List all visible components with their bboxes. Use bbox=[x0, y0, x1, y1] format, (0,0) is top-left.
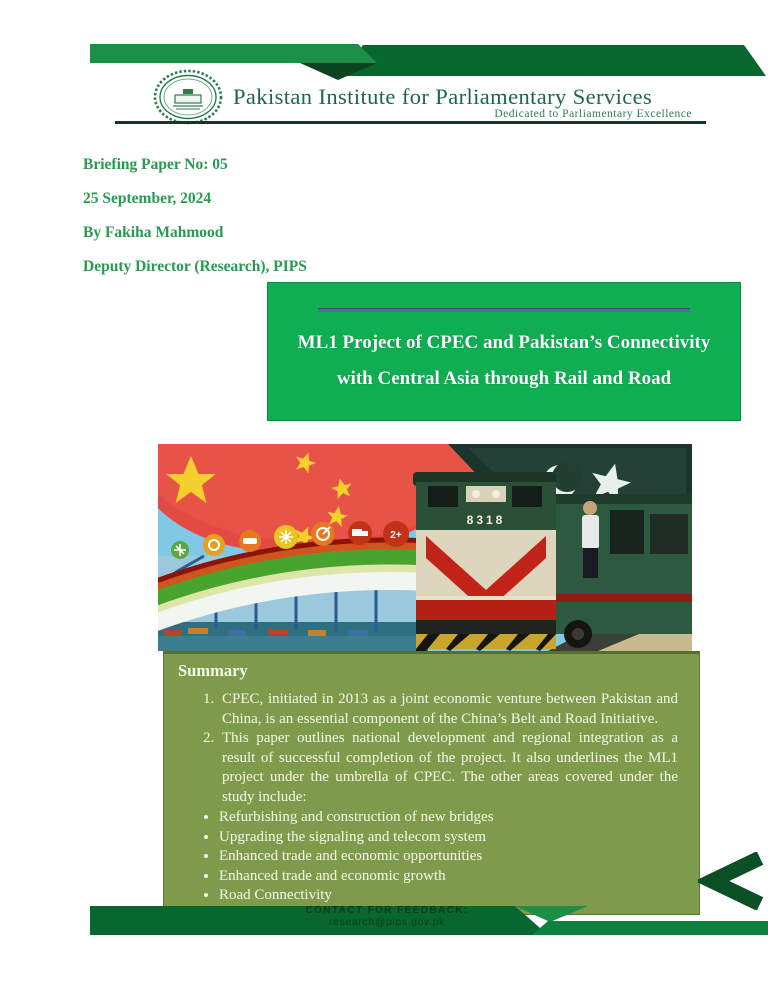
header-ribbon bbox=[0, 0, 768, 90]
paper-author: By Fakiha Mahmood bbox=[83, 224, 224, 241]
pips-logo-emblem bbox=[142, 68, 234, 126]
summary-bullet-item: • Upgrading the signaling and telecom system bbox=[219, 828, 678, 848]
paper-title bbox=[268, 325, 740, 397]
org-tagline: Dedicated to Parliamentary Excellence bbox=[494, 108, 692, 120]
paper-date: 25 September, 2024 bbox=[83, 190, 212, 207]
footer-contact-label: CONTACT FOR FEEDBACK: bbox=[305, 905, 469, 916]
summary-numbered-list bbox=[200, 690, 678, 807]
hero-illustration bbox=[158, 444, 692, 651]
paper-meta bbox=[83, 150, 503, 286]
title-banner bbox=[267, 282, 741, 421]
summary-box bbox=[163, 651, 700, 915]
train-number: 8318 bbox=[466, 513, 506, 527]
hazard-stripes bbox=[416, 634, 556, 651]
footer-email: research@pips.gov.pk bbox=[329, 916, 445, 928]
people-badge: 2+ bbox=[390, 530, 402, 541]
summary-bullet-item: • Enhanced trade and economic opportunities bbox=[219, 847, 678, 867]
summary-numbered-item: 1. CPEC, initiated in 2013 as a joint economic venture between Pakistan and China, is an essential component of the China’s Belt and Road Initiative. bbox=[218, 690, 678, 729]
org-name: Pakistan Institute for Parliamentary Services bbox=[233, 84, 653, 109]
summary-bullet-item: • Refurbishing and construction of new bridges bbox=[219, 808, 678, 828]
paper-title-line2: with Central Asia through Rail and Road bbox=[336, 368, 672, 389]
summary-heading: Summary bbox=[178, 661, 248, 680]
footer-contact bbox=[252, 905, 522, 928]
summary-numbered-item: 2. This paper outlines national development and regional integration as a result of successful completion of the project. It also underlines the ML1 project under the umbrella of CPEC. The other areas covered under the study include: bbox=[218, 729, 678, 807]
paper-number: Briefing Paper No: 05 bbox=[83, 156, 228, 173]
summary-bullet-item: • Road Connectivity bbox=[219, 886, 678, 906]
train bbox=[413, 472, 692, 651]
summary-bullet-item: • Enhanced trade and economic growth bbox=[219, 867, 678, 887]
header-rule bbox=[115, 121, 706, 124]
summary-bullet-list bbox=[200, 808, 678, 906]
title-banner-rule bbox=[318, 308, 690, 312]
author-designation: Deputy Director (Research), PIPS bbox=[83, 258, 307, 275]
paper-title-line1: ML1 Project of CPEC and Pakistan’s Connectivity bbox=[297, 332, 711, 353]
